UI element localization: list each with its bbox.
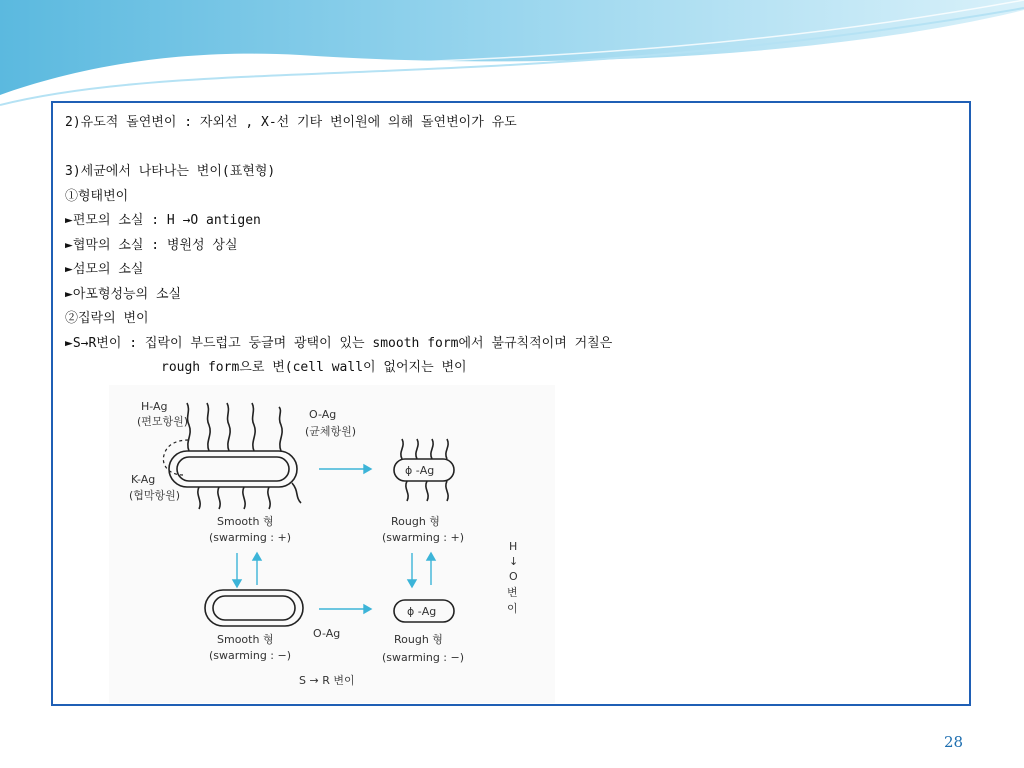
h-o-variation-vertical-label: [507, 540, 518, 615]
bacteria-variation-diagram: [109, 385, 555, 703]
text-line: 3)세균에서 나타나는 변이(표현형): [65, 164, 276, 179]
o-ag-label: O-Ag: [309, 408, 337, 421]
smooth-top-swarming: (swarming : +): [209, 531, 292, 544]
rough-top-swarming: (swarming : +): [382, 531, 465, 544]
text-line: 2)유도적 돌연변이 : 자외선 , X-선 기타 변이원에 의해 돌연변이가 유도: [65, 115, 517, 130]
text-line: ►편모의 소실 : H →O antigen: [65, 213, 261, 228]
svg-text:이: 이: [507, 602, 518, 615]
rough-top-label: Rough 형: [391, 515, 440, 528]
rough-bottom-label: Rough 형: [394, 633, 443, 646]
svg-text:변: 변: [507, 586, 518, 599]
smooth-cell-plain: [205, 590, 303, 626]
text-line: ►S→R변이 : 집락이 부드럽고 둥글며 광택이 있는 smooth form에서 불규칙적이며 거칠은: [65, 335, 613, 351]
svg-text:↓: ↓: [509, 555, 519, 568]
rough-bottom-swarming: (swarming : −): [382, 651, 465, 664]
text-line: ②집락의 변이: [65, 311, 149, 326]
smooth-bottom-label: Smooth 형: [217, 633, 274, 646]
text-line: ►아포형성능의 소실: [65, 286, 182, 302]
o-ag-bottom-label: O-Ag: [313, 627, 341, 640]
smooth-bottom-swarming: (swarming : −): [209, 649, 292, 662]
k-ag-label: K-Ag: [131, 473, 156, 486]
svg-text:H: H: [509, 540, 518, 553]
phi-ag-bottom-label: ϕ -Ag: [407, 605, 437, 618]
h-ag-kr-label: (편모항원): [137, 415, 189, 428]
smooth-top-label: Smooth 형: [217, 515, 274, 528]
slide-text: [65, 111, 612, 381]
text-line: ►협막의 소실 : 병원성 상실: [65, 237, 238, 253]
text-line: ①형태변이: [65, 188, 129, 204]
o-ag-kr-label: (균체항원): [305, 425, 357, 438]
page-number: 28: [944, 733, 964, 751]
text-line: rough form으로 변(cell wall이 없어지는 변이: [161, 360, 467, 375]
phi-ag-top-label: ϕ -Ag: [405, 464, 435, 477]
h-ag-label: H-Ag: [141, 400, 168, 413]
text-line: ►섬모의 소실: [65, 262, 144, 277]
header-wave-decoration: [0, 0, 1024, 110]
svg-text:O: O: [509, 570, 518, 583]
s-to-r-label: S → R 변이: [299, 674, 355, 687]
k-ag-kr-label: (협막항원): [129, 489, 181, 502]
content-frame: [51, 101, 971, 706]
text-line-blank: [65, 136, 612, 161]
